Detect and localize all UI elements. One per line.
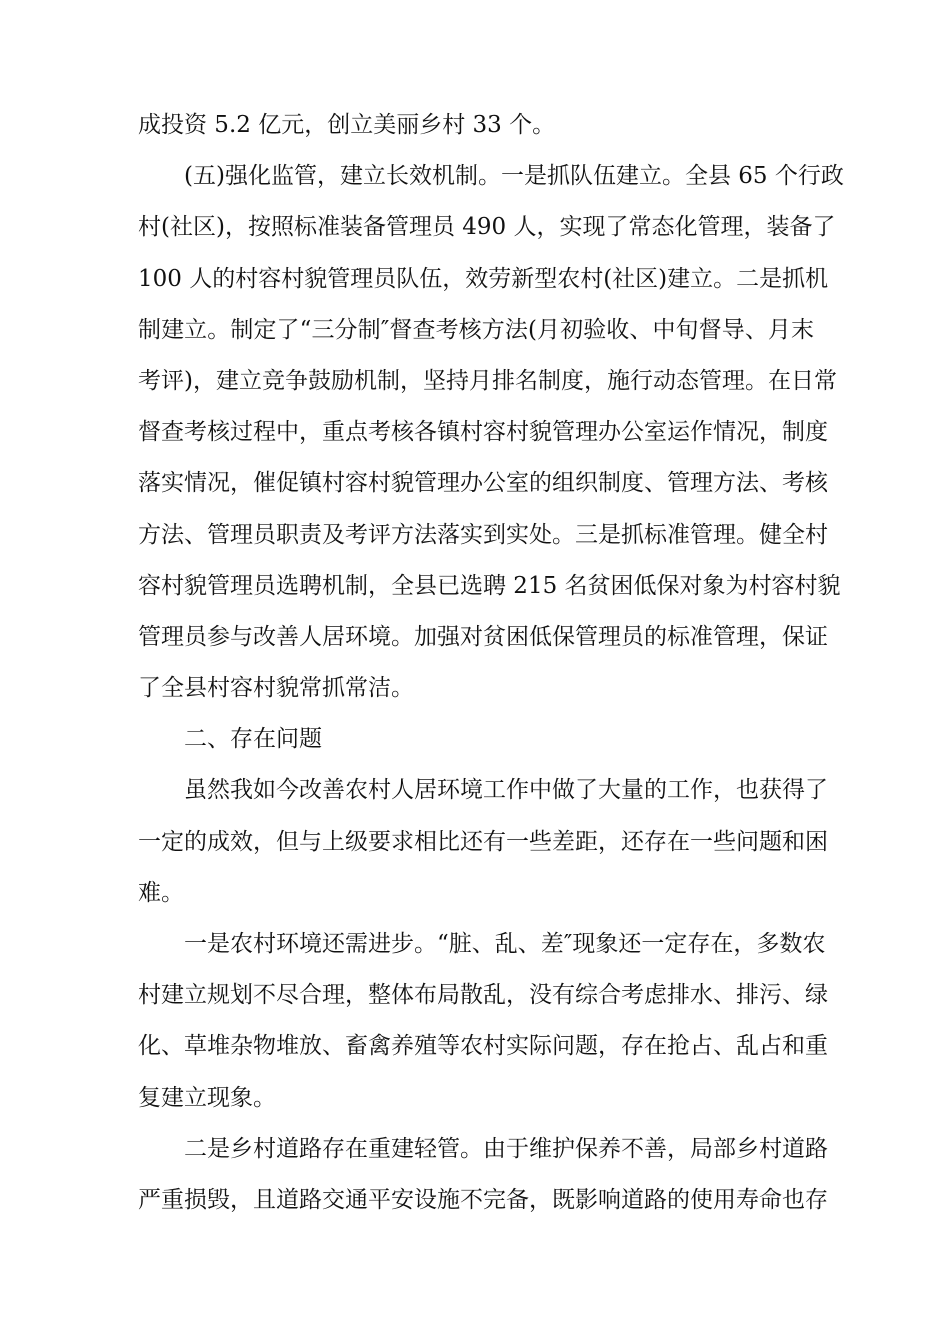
paragraph-line: 二是乡村道路存在重建轻管。由于维护保养不善，局部乡村道路 (184, 1135, 828, 1162)
paragraph-line: 了全县村容村貌常抓常洁。 (138, 675, 414, 702)
paragraph-line: 难。 (138, 879, 184, 906)
paragraph-rural-roads (138, 1124, 828, 1226)
paragraph-line: 容村貌管理员选聘机制，全县已选聘 215 名贫困低保对象为村容村貌 (138, 572, 841, 599)
paragraph-line: 虽然我如今改善农村人居环境工作中做了大量的工作，也获得了 (184, 777, 828, 804)
paragraph-line: (五)强化监管，建立长效机制。一是抓队伍建立。全县 65 个行政 (184, 163, 844, 190)
paragraph-line: 考评)，建立竞争鼓励机制，坚持月排名制度，施行动态管理。在日常 (138, 367, 837, 394)
paragraph-line: 村建立规划不尽合理，整体布局散乱，没有综合考虑排水、排污、绿 (138, 982, 828, 1009)
section-heading: 二、存在问题 (184, 726, 322, 753)
paragraph-rural-environment (138, 919, 828, 1124)
section-heading-problems (138, 714, 814, 765)
paragraph-line: 管理员参与改善人居环境。加强对贫困低保管理员的标准管理，保证 (138, 623, 828, 650)
paragraph-line: 一定的成效，但与上级要求相比还有一些差距，还存在一些问题和困 (138, 828, 828, 855)
paragraph-problems-intro (138, 765, 828, 919)
paragraph-line: 成投资 5.2 亿元，创立美丽乡村 33 个。 (138, 112, 556, 138)
paragraph-line: 一是农村环境还需进步。“脏、乱、差″现象还一定存在，多数农 (184, 931, 826, 957)
paragraph-investment-summary (138, 100, 814, 151)
paragraph-line: 复建立现象。 (138, 1084, 276, 1111)
paragraph-line: 村(社区)，按照标准装备管理员 490 人，实现了常态化管理，装备了 (138, 214, 836, 241)
paragraph-line: 化、草堆杂物堆放、畜禽养殖等农村实际问题，存在抢占、乱占和重 (138, 1033, 828, 1060)
document-page (138, 100, 844, 1226)
paragraph-line: 督查考核过程中，重点考核各镇村容村貌管理办公室运作情况，制度 (138, 419, 828, 446)
paragraph-line: 严重损毁，且道路交通平安设施不完备，既影响道路的使用寿命也存 (138, 1186, 828, 1213)
paragraph-line: 落实情况，催促镇村容村貌管理办公室的组织制度、管理方法、考核 (138, 470, 828, 497)
paragraph-supervision (138, 151, 844, 714)
paragraph-line: 方法、管理员职责及考评方法落实到实处。三是抓标准管理。健全村 (138, 521, 828, 548)
paragraph-line: 100 人的村容村貌管理员队伍，效劳新型农村(社区)建立。二是抓机 (138, 265, 829, 292)
paragraph-line: 制建立。制定了“三分制″督查考核方法(月初验收、中旬督导、月末 (138, 316, 814, 343)
